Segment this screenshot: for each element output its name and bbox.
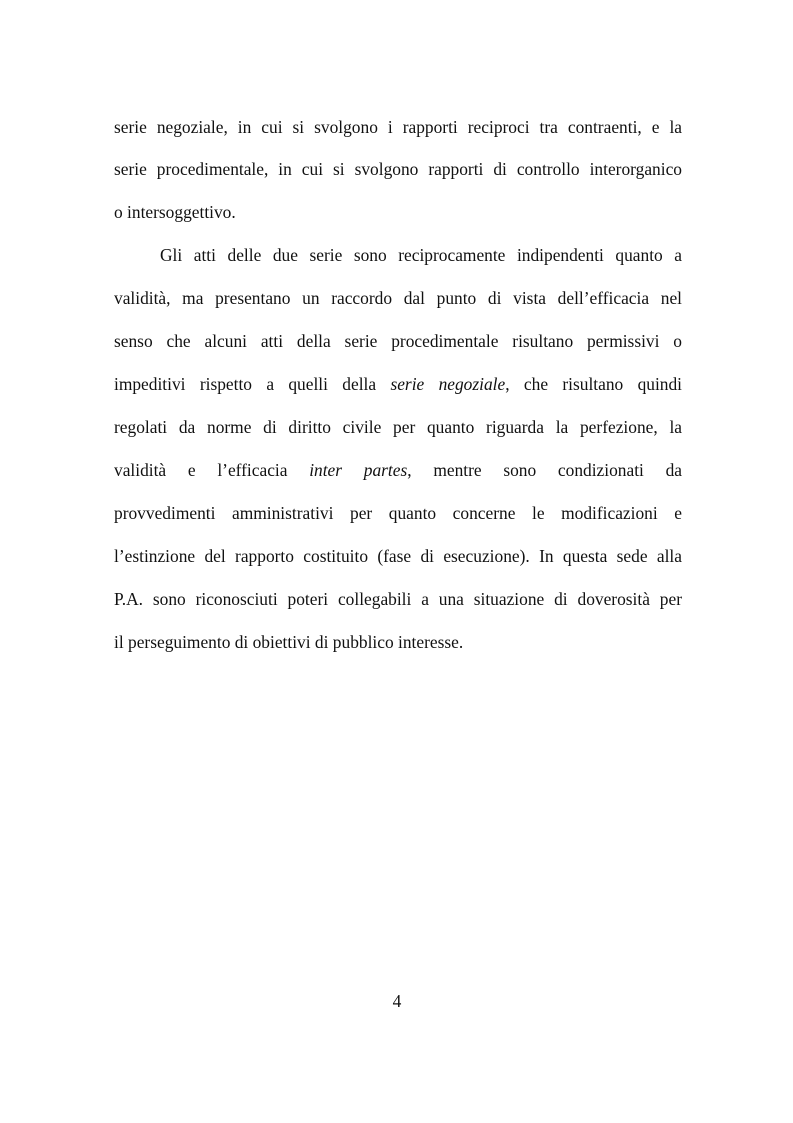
text-line <box>114 459 682 481</box>
text-line: validità, ma presentano un raccordo dal punto di vista dell’efficacia nel <box>114 288 682 308</box>
text-line: senso che alcuni atti della serie procedimentale risultano permissivi o <box>114 331 682 351</box>
text-line: o intersoggettivo. <box>114 202 236 222</box>
text-line: P.A. sono riconosciuti poteri collegabili a una situazione di doverosità per <box>114 589 682 609</box>
text-line <box>114 373 682 395</box>
text-line: serie procedimentale, in cui si svolgono rapporti di controllo interorganico <box>114 159 682 179</box>
italic-term: serie negoziale <box>390 374 506 394</box>
text-line: provvedimenti amministrativi per quanto concerne le modificazioni e <box>114 503 682 523</box>
text-segment: impeditivi rispetto a quelli della <box>114 374 391 394</box>
text-line: serie negoziale, in cui si svolgono i rapporti reciproci tra contraenti, e la <box>114 117 682 137</box>
italic-term: inter partes <box>309 460 408 480</box>
text-line: l’estinzione del rapporto costituito (fase di esecuzione). In questa sede alla <box>114 546 682 566</box>
text-line: regolati da norme di diritto civile per quanto riguarda la perfezione, la <box>114 417 682 437</box>
page-number: 4 <box>392 991 402 1011</box>
text-line: Gli atti delle due serie sono reciprocamente indipendenti quanto a <box>160 245 682 265</box>
text-segment: , mentre sono condizionati da <box>407 460 682 480</box>
text-line: il perseguimento di obiettivi di pubblico interesse. <box>114 632 464 652</box>
text-segment: validità e l’efficacia <box>114 460 310 480</box>
text-segment: , che risultano quindi <box>505 374 683 394</box>
